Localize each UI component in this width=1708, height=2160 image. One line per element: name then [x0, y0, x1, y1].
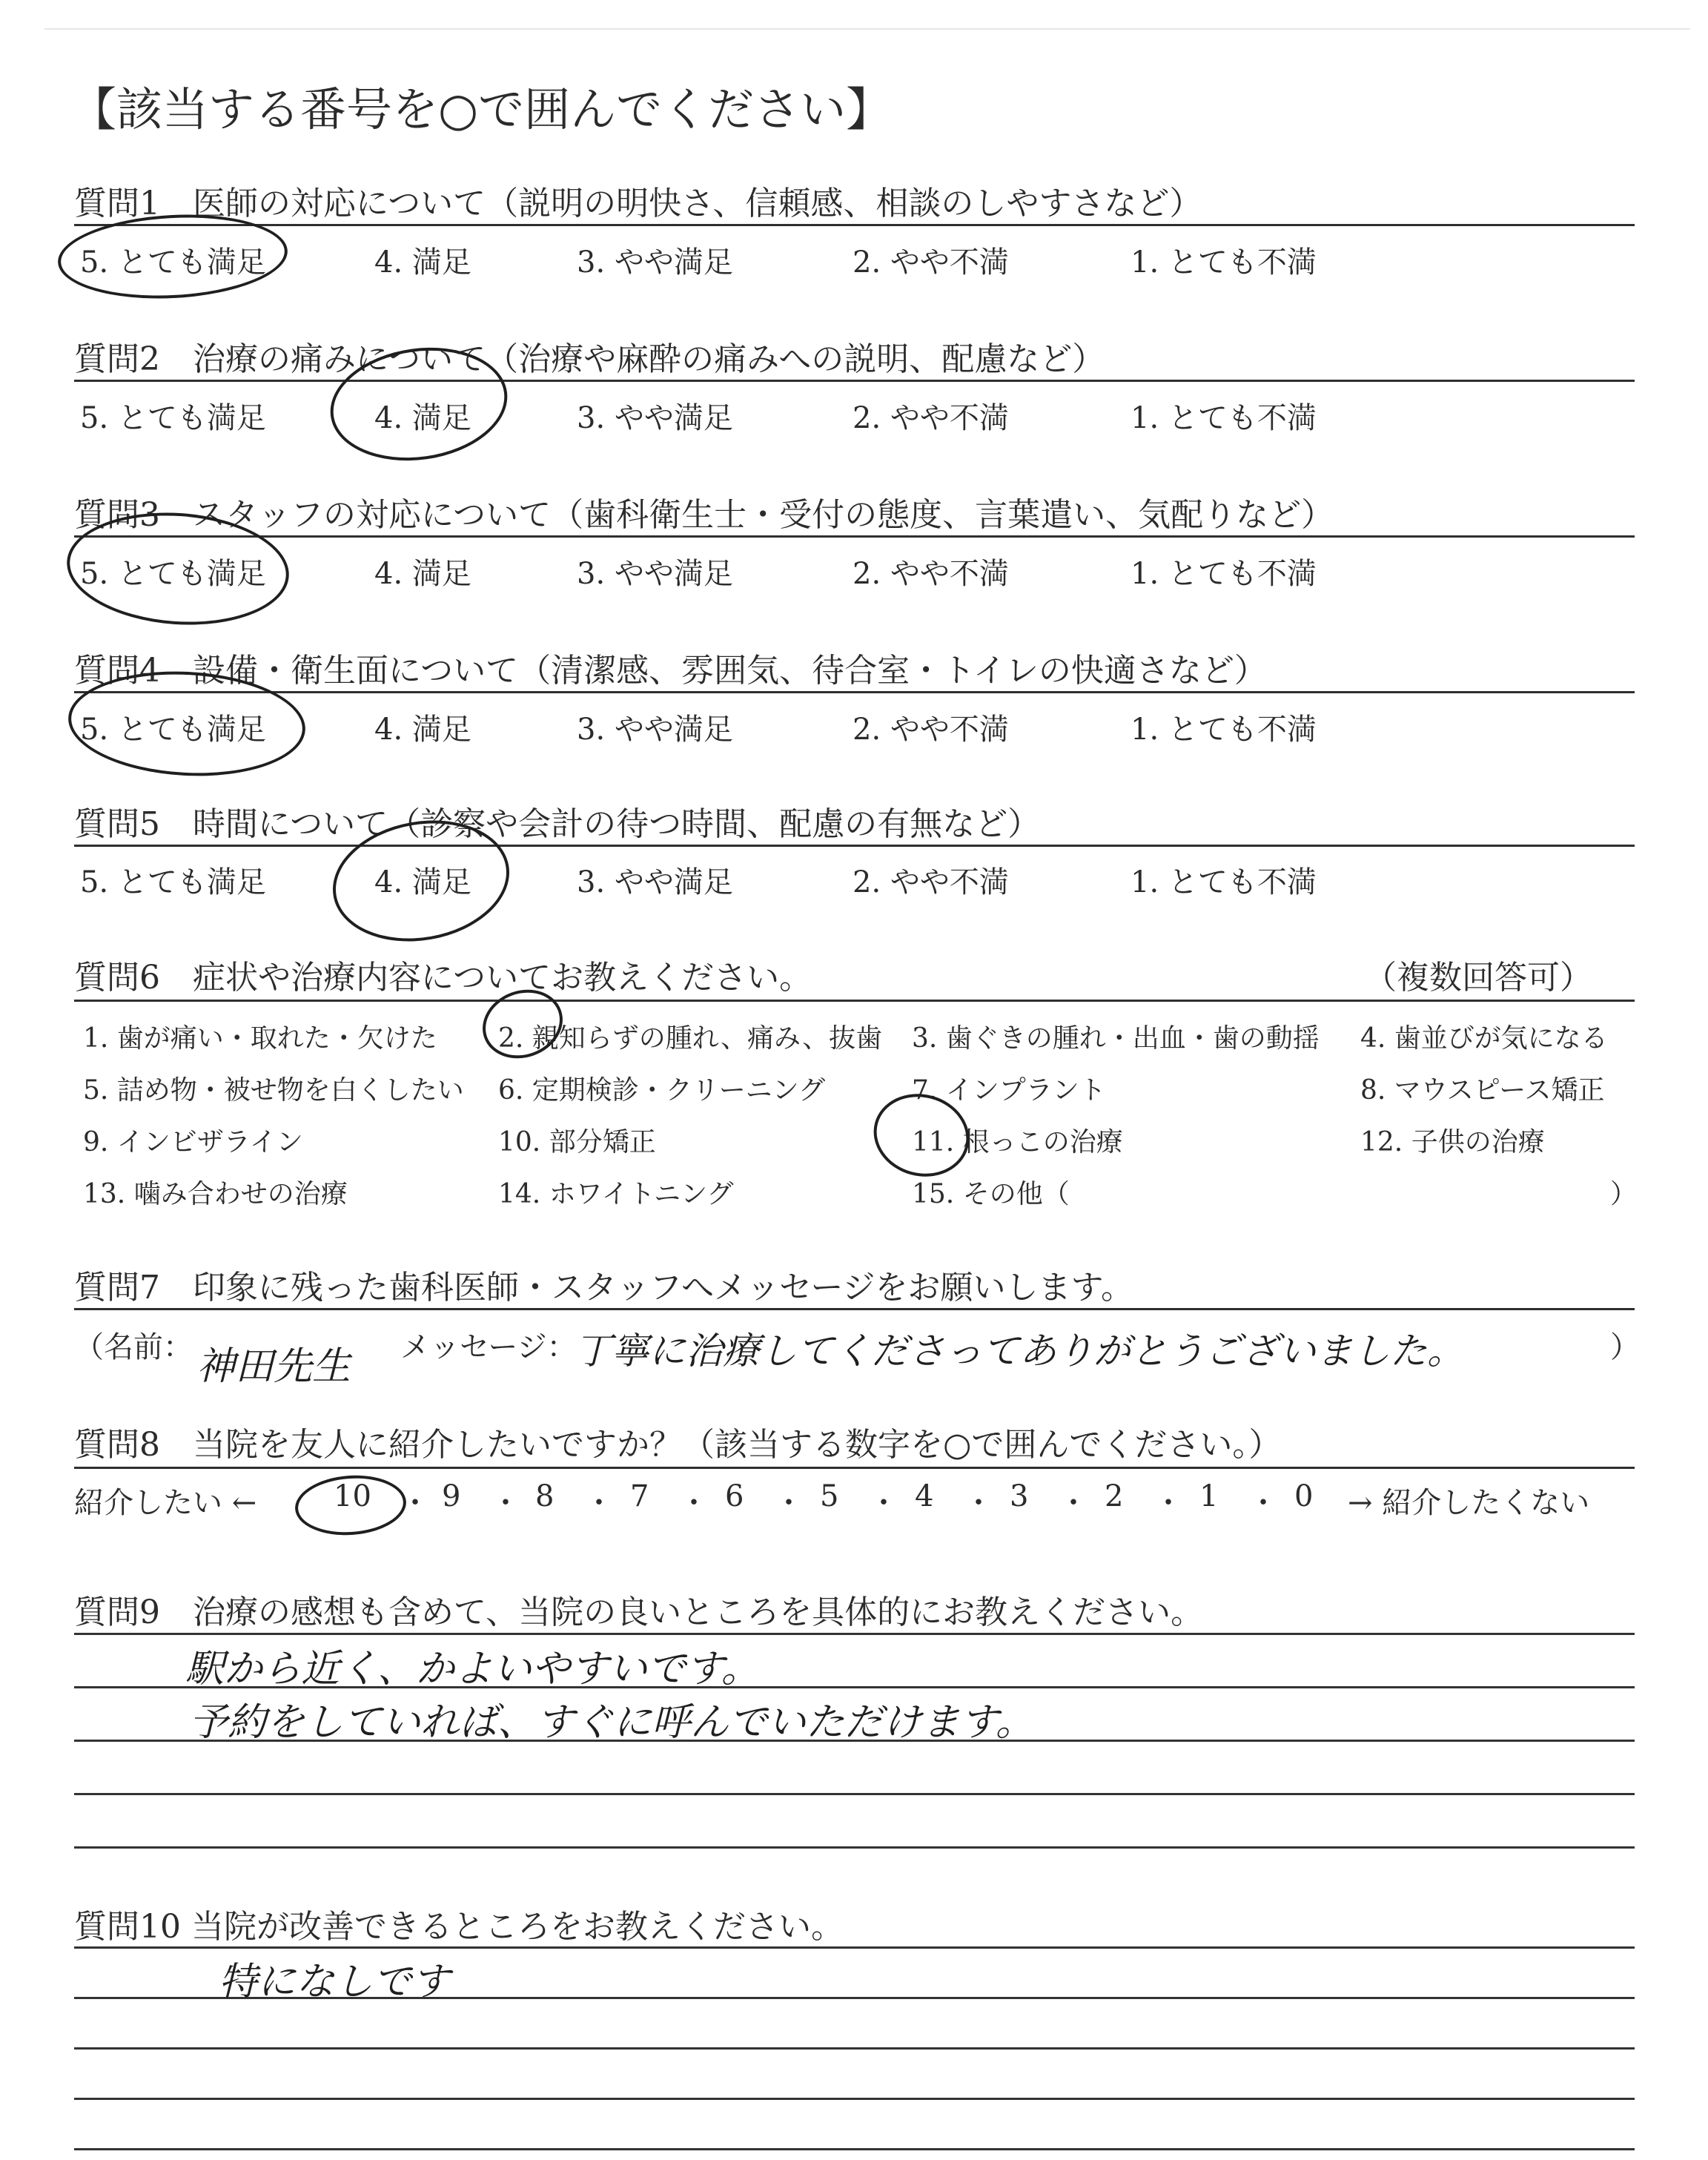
q8-title: 質問8 当院を友人に紹介したいですか？（該当する数字を○で囲んでください。） — [74, 1426, 1282, 1464]
top-border — [44, 28, 1690, 30]
q6-option-15[interactable]: 15. その他（ — [912, 1179, 1070, 1209]
q10-line-1 — [74, 1946, 1635, 1949]
q9-answer-line-2[interactable]: 予約をしていれば、すぐに呼んでいただけます。 — [189, 1700, 1034, 1745]
q6-option-14[interactable]: 14. ホワイトニング — [498, 1179, 734, 1209]
q5-option-1[interactable]: 1. とても不満 — [1131, 865, 1317, 899]
q2-option-5[interactable]: 5. とても満足 — [80, 401, 266, 435]
q6-option-2[interactable]: 2. 親知らずの腫れ、痛み、抜歯 — [498, 1023, 883, 1054]
q6-option-5[interactable]: 5. 詰め物・被せ物を白くしたい — [83, 1075, 464, 1106]
q8-score-5[interactable]: 5 — [820, 1479, 839, 1513]
q8-score-3[interactable]: 3 — [1010, 1479, 1029, 1513]
q1-option-5[interactable]: 5. とても満足 — [80, 245, 266, 280]
q6-option-8[interactable]: 8. マウスピース矯正 — [1360, 1075, 1605, 1106]
q8-left-label: 紹介したい ← — [74, 1486, 257, 1520]
q7-name-label: （名前： — [74, 1330, 193, 1364]
q8-score-0[interactable]: 0 — [1294, 1479, 1314, 1513]
q7-message-value[interactable]: 丁寧に治療してくださってありがとうございました。 — [575, 1330, 1464, 1373]
page-title: 【該当する番号を○で囲んでください】 — [70, 82, 893, 136]
q6-option-7[interactable]: 7. インプラント — [912, 1075, 1106, 1106]
q8-sep: ・ — [1153, 1486, 1183, 1520]
q3-rule — [74, 535, 1635, 538]
q5-option-3[interactable]: 3. やや満足 — [577, 865, 733, 899]
q3-option-2[interactable]: 2. やや不満 — [853, 557, 1009, 591]
q2-rule — [74, 380, 1635, 382]
q9-line-1 — [74, 1633, 1635, 1635]
q10-title: 質問10 当院が改善できるところをお教えください。 — [74, 1908, 844, 1946]
q5-rule — [74, 845, 1635, 847]
q8-score-8[interactable]: 8 — [535, 1479, 555, 1513]
q6-option-4[interactable]: 4. 歯並びが気になる — [1360, 1023, 1608, 1054]
q4-rule — [74, 691, 1635, 693]
q2-title: 質問2 治療の痛みについて（治療や麻酔の痛みへの説明、配慮など） — [74, 340, 1105, 378]
q8-sep: ・ — [964, 1486, 993, 1520]
q8-score-9[interactable]: 9 — [442, 1479, 461, 1513]
q8-right-label: → 紹介したくない — [1348, 1486, 1590, 1520]
q8-sep: ・ — [491, 1486, 520, 1520]
q3-option-1[interactable]: 1. とても不満 — [1131, 557, 1317, 591]
q6-option-9[interactable]: 9. インビザライン — [83, 1127, 303, 1157]
q6-option-13[interactable]: 13. 噛み合わせの治療 — [83, 1179, 348, 1209]
q7-rule — [74, 1308, 1635, 1310]
q6-option-1[interactable]: 1. 歯が痛い・取れた・欠けた — [83, 1023, 437, 1054]
q1-rule — [74, 224, 1635, 226]
q1-title: 質問1 医師の対応について（説明の明快さ、信頼感、相談のしやすさなど） — [74, 185, 1202, 222]
q6-option-10[interactable]: 10. 部分矯正 — [498, 1127, 656, 1157]
q9-title: 質問9 治療の感想も含めて、当院の良いところを具体的にお教えください。 — [74, 1593, 1204, 1631]
q8-score-7[interactable]: 7 — [630, 1479, 649, 1513]
q8-sep: ・ — [400, 1486, 430, 1520]
q2-option-2[interactable]: 2. やや不満 — [853, 401, 1009, 435]
q6-other-close: ） — [1610, 1179, 1638, 1209]
q3-title: 質問3 スタッフの対応について（歯科衛生士・受付の態度、言葉遣い、気配りなど） — [74, 496, 1334, 534]
q4-option-1[interactable]: 1. とても不満 — [1131, 713, 1317, 747]
q1-option-1[interactable]: 1. とても不満 — [1131, 245, 1317, 280]
q8-sep: ・ — [679, 1486, 709, 1520]
q8-selection-circle — [293, 1472, 408, 1539]
q8-sep: ・ — [1059, 1486, 1088, 1520]
q4-option-4[interactable]: 4. 満足 — [374, 713, 471, 747]
q8-score-6[interactable]: 6 — [725, 1479, 744, 1513]
q4-option-2[interactable]: 2. やや不満 — [853, 713, 1009, 747]
q8-sep: ・ — [1248, 1486, 1278, 1520]
q5-option-2[interactable]: 2. やや不満 — [853, 865, 1009, 899]
q8-score-2[interactable]: 2 — [1105, 1479, 1124, 1513]
q8-sep: ・ — [869, 1486, 898, 1520]
q3-option-3[interactable]: 3. やや満足 — [577, 557, 733, 591]
q6-option-11[interactable]: 11. 根っこの治療 — [912, 1127, 1123, 1157]
q7-close: ） — [1610, 1330, 1640, 1364]
q4-option-3[interactable]: 3. やや満足 — [577, 713, 733, 747]
q1-option-2[interactable]: 2. やや不満 — [853, 245, 1009, 280]
q10-line-3 — [74, 2047, 1635, 2050]
q9-line-4 — [74, 1793, 1635, 1795]
q3-option-5[interactable]: 5. とても満足 — [80, 557, 266, 591]
q1-option-3[interactable]: 3. やや満足 — [577, 245, 733, 280]
q7-title: 質問7 印象に残った歯科医師・スタッフへメッセージをお願いします。 — [74, 1269, 1133, 1307]
q8-score-1[interactable]: 1 — [1199, 1479, 1219, 1513]
q4-option-5[interactable]: 5. とても満足 — [80, 713, 266, 747]
q6-option-3[interactable]: 3. 歯ぐきの腫れ・出血・歯の動揺 — [912, 1023, 1320, 1054]
q6-title: 質問6 症状や治療内容についてお教えください。 — [74, 959, 812, 997]
q2-option-3[interactable]: 3. やや満足 — [577, 401, 733, 435]
q8-score-10[interactable]: 10 — [334, 1479, 371, 1513]
q8-sep: ・ — [774, 1486, 804, 1520]
q10-line-4 — [74, 2098, 1635, 2100]
q2-option-1[interactable]: 1. とても不満 — [1131, 401, 1317, 435]
q6-note: （複数回答可） — [1364, 959, 1592, 997]
q2-option-4[interactable]: 4. 満足 — [374, 401, 471, 435]
q5-option-4[interactable]: 4. 満足 — [374, 865, 471, 899]
q6-option-6[interactable]: 6. 定期検診・クリーニング — [498, 1075, 826, 1106]
q5-title: 質問5 時間について（診察や会計の待つ時間、配慮の有無など） — [74, 805, 1041, 843]
q8-score-4[interactable]: 4 — [915, 1479, 934, 1513]
q1-option-4[interactable]: 4. 満足 — [374, 245, 471, 280]
q3-option-4[interactable]: 4. 満足 — [374, 557, 471, 591]
q8-rule — [74, 1467, 1635, 1469]
q7-message-label: メッセージ： — [400, 1330, 577, 1364]
q6-rule — [74, 1000, 1635, 1002]
q10-line-5 — [74, 2148, 1635, 2150]
q5-option-5[interactable]: 5. とても満足 — [80, 865, 266, 899]
q9-answer-line-1[interactable]: 駅から近く、かよいやすいです。 — [185, 1647, 760, 1691]
q9-line-5 — [74, 1846, 1635, 1849]
q7-name-value[interactable]: 神田先生 — [196, 1344, 351, 1389]
q10-answer-line-1[interactable]: 特になしです — [219, 1960, 451, 2004]
q6-option-12[interactable]: 12. 子供の治療 — [1360, 1127, 1545, 1157]
q8-sep: ・ — [584, 1486, 614, 1520]
q4-title: 質問4 設備・衛生面について（清潔感、雰囲気、待合室・トイレの快適さなど） — [74, 652, 1267, 690]
